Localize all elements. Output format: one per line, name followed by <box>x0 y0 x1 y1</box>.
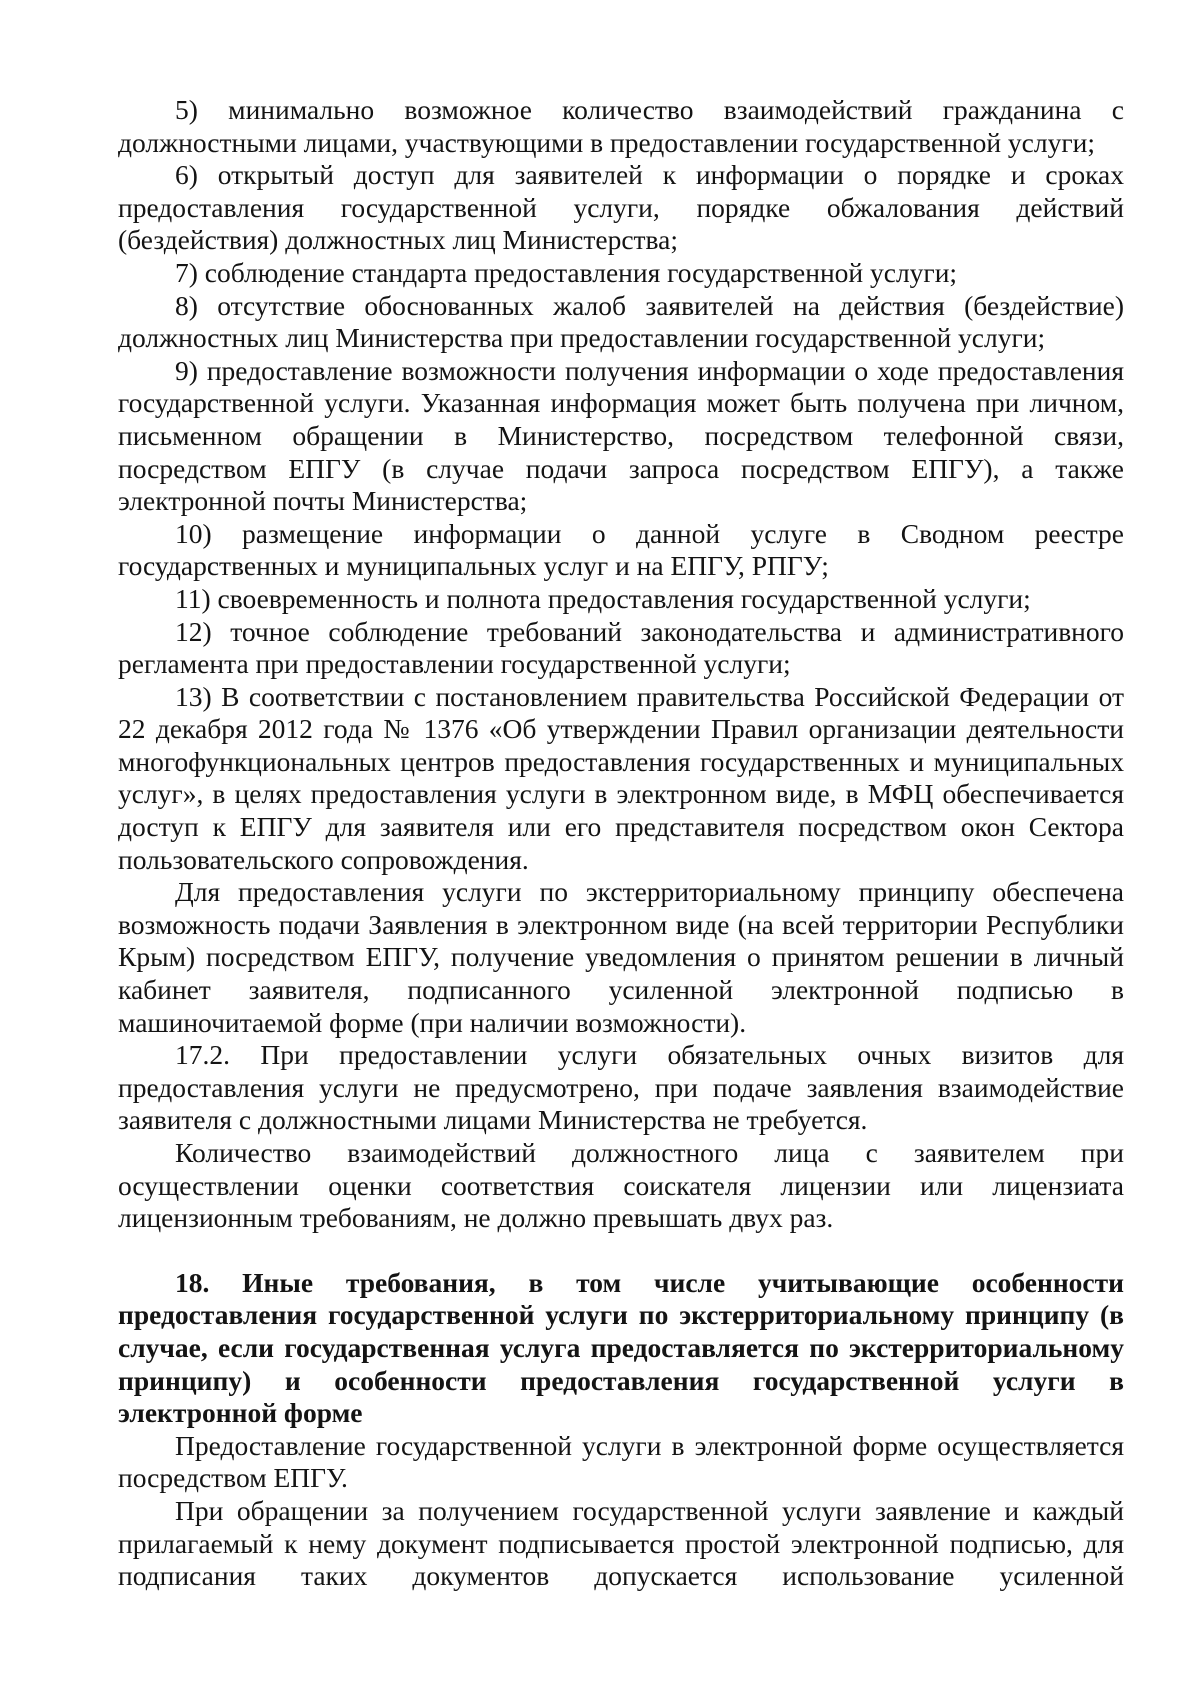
paragraph-item-10: 10) размещение информации о данной услуге в Сводном реестре государственных и муниципальных услуг и на ЕПГУ, РПГУ; <box>118 517 1124 582</box>
paragraph-electronic-form: Предоставление государственной услуги в электронной форме осуществляется посредством ЕПГУ. <box>118 1429 1124 1494</box>
paragraph-item-13: 13) В соответствии с постановлением правительства Российской Федерации от 22 декабря 2012 года № 1376 «Об утверждении Правил организации деятельности многофункциональных центров предоставления государственных и муниципальных услуг», в целях предоставления услуги в электронном виде, в МФЦ обеспечивается доступ к ЕПГУ для заявителя или его представителя посредством окон Сектора пользовательского сопровождения. <box>118 680 1124 875</box>
paragraph-interactions-count: Количество взаимодействий должностного лица с заявителем при осуществлении оценки соответствия соискателя лицензии или лицензиата лицензионным требованиям, не должно превышать двух раз. <box>118 1137 1124 1234</box>
paragraph-extraterritorial: Для предоставления услуги по экстерриториальному принципу обеспечена возможность подачи Заявления в электронном виде (на всей территории Республики Крым) посредством ЕПГУ, получение уведомления о принятом решении в личный кабинет заявителя, подписанного усиленной электронной подписью в машиночитаемой форме (при наличии возможности). <box>118 876 1124 1038</box>
paragraph-item-5: 5) минимально возможное количество взаимодействий гражданина с должностными лицами, участвующими в предоставлении государственной услуги; <box>118 94 1124 158</box>
paragraph-electronic-signature: При обращении за получением государственной услуги заявление и каждый прилагаемый к нему документ подписывается простой электронной подписью, для подписания таких документов допускается использование усиленной <box>118 1494 1124 1592</box>
paragraph-item-8: 8) отсутствие обоснованных жалоб заявителей на действия (бездействие) должностных лиц Министерства при предоставлении государственной услуги; <box>118 289 1124 354</box>
section-heading-18: 18. Иные требования, в том числе учитывающие особенности предоставления государственной услуги по экстерриториальному принципу (в случае, если государственная услуга предоставляется по экстерриториальному принципу) и особенности предоставления государственной услуги в электронной форме <box>118 1266 1124 1429</box>
paragraph-17-2: 17.2. При предоставлении услуги обязательных очных визитов для предоставления услуги не предусмотрено, при подаче заявления взаимодействие заявителя с должностными лицами Министерства не требуется. <box>118 1039 1124 1136</box>
paragraph-item-9: 9) предоставление возможности получения информации о ходе предоставления государственной услуги. Указанная информация может быть получена при личном, письменном обращении в Министерство, посредством телефонной связи, посредством ЕПГУ (в случае подачи запроса посредством ЕПГУ), а также электронной почты Министерства; <box>118 354 1124 517</box>
paragraph-item-12: 12) точное соблюдение требований законодательства и административного регламента при предоставлении государственной услуги; <box>118 615 1124 680</box>
document-page <box>118 94 1124 1593</box>
paragraph-item-6: 6) открытый доступ для заявителей к информации о порядке и сроках предоставления государственной услуги, порядке обжалования действий (бездействия) должностных лиц Министерства; <box>118 159 1124 256</box>
paragraph-item-7: 7) соблюдение стандарта предоставления государственной услуги; <box>175 256 958 288</box>
paragraph-item-11: 11) своевременность и полнота предоставления государственной услуги; <box>175 582 1031 614</box>
